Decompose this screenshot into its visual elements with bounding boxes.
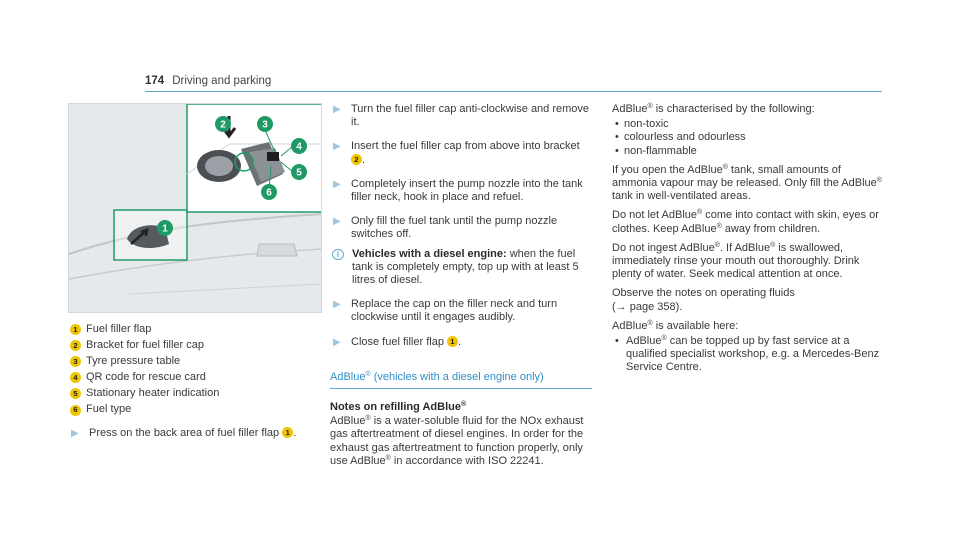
step-arrow-icon: ▶ [333,178,341,190]
list-item: • AdBlue® can be topped up by fast service at a qualified specialist workshop, e.g. a Mercedes-Benz Service Centre. [612,335,882,375]
legend-item [68,403,323,416]
legend-text: Fuel type [86,403,132,416]
callout-badge: 2 [70,340,81,351]
callout-6-icon [261,184,277,200]
legend-text: Stationary heater indication [86,387,220,400]
step-arrow-icon: ▶ [333,336,341,348]
callout-badge: 6 [70,405,81,416]
callout-4-icon [291,138,307,154]
legend-item [68,387,323,400]
step-text: Press on the back area of fuel filler flap 1 . [89,426,297,439]
callout-3-icon [257,116,273,132]
page-header [145,75,271,87]
instruction-step [330,336,592,349]
svg-text:4: 4 [296,141,302,153]
body-paragraph: AdBlue® is a water-soluble fluid for the NOx exhaust gas aftertreatment of diesel engines. In order for the exhaust gas aftertreatment to function properly, only use AdBlue® in accordance with ISO 22241. [330,415,584,467]
body-paragraph: AdBlue® is characterised by the following: [612,103,815,115]
info-note [330,248,592,288]
step-arrow-icon: ▶ [333,141,341,153]
instruction-step [330,103,592,129]
step-text: Turn the fuel filler cap anti-clockwise and remove it. [351,103,590,129]
body-paragraph: Observe the notes on operating fluids (→ page 358). [612,287,795,313]
car-illustration [69,104,322,313]
instructions-column [330,103,592,474]
section-title: Driving and parking [172,75,272,87]
step-arrow-icon: ▶ [333,299,341,311]
subsection-heading: Notes on refilling AdBlue® [330,401,467,414]
page-reference-link[interactable]: (→ page 358). [612,300,683,313]
body-paragraph: Do not ingest AdBlue®. If AdBlue® is swallowed, immediately rinse your mouth out thoroughly. Drink plenty of water. Seek medical attention at once. [612,241,860,281]
section-heading: AdBlue® (vehicles with a diesel engine only) [330,349,592,389]
fuel-filler-flap-illustration [68,103,322,313]
instruction-step [330,140,592,166]
list-item: • colourless and odourless [612,131,882,144]
step-text: Completely insert the pump nozzle into the tank filler neck, hook in place and refuel. [351,177,583,204]
legend-text: QR code for rescue card [86,371,206,384]
callout-2-icon [215,116,231,132]
body-paragraph: If you open the AdBlue® tank, small amounts of ammonia vapour may be released. Only fill the AdBlue® tank in well-ventilated areas. [612,163,882,203]
availability-list [612,335,882,375]
legend-text: Fuel filler flap [86,323,152,335]
header-divider [145,91,882,92]
callout-1-icon [157,220,173,236]
instruction-step [68,427,323,440]
figure-legend-column [68,323,323,451]
instruction-step [330,178,592,204]
svg-text:5: 5 [296,167,302,179]
svg-text:6: 6 [266,187,272,199]
legend-text: Bracket for fuel filler cap [86,339,204,352]
svg-text:2: 2 [220,119,226,131]
legend-text: Tyre pressure table [86,355,181,368]
callout-badge: 1 [70,324,81,335]
step-text: Insert the fuel filler cap from above into bracket 2 . [351,140,580,166]
step-arrow-icon: ▶ [333,216,341,228]
callout-5-icon [291,164,307,180]
svg-text:1: 1 [162,223,168,235]
instruction-step [330,298,592,324]
legend-item [68,355,323,368]
legend-item [68,339,323,352]
legend-item [68,323,323,336]
callout-badge: 4 [70,372,81,383]
property-list [612,118,882,158]
list-item: • non-toxic [612,118,882,131]
callout-badge: 3 [70,356,81,367]
note-text: Vehicles with a diesel engine: when the fuel tank is completely empty, top up with at least 5 litres of diesel. [352,247,579,287]
step-arrow-icon: ▶ [333,104,341,115]
list-item: • non-flammable [612,145,882,158]
legend-item [68,371,323,384]
body-paragraph: Do not let AdBlue® come into contact with skin, eyes or clothes. Keep AdBlue® away from children. [612,209,879,235]
body-paragraph: AdBlue® is available here: [612,319,739,332]
callout-badge: 2 [351,154,362,165]
adblue-info-column [612,103,882,381]
page-number: 174 [145,75,165,87]
step-text: Replace the cap on the filler neck and turn clockwise until it engages audibly. [351,298,558,324]
callout-badge: 1 [447,336,458,347]
svg-text:3: 3 [262,119,268,131]
instruction-step [330,215,592,241]
step-text: Close fuel filler flap 1 . [351,335,462,348]
callout-badge: 5 [70,388,81,399]
callout-badge: 1 [282,427,293,438]
step-text: Only fill the fuel tank until the pump nozzle switches off. [351,215,558,241]
step-arrow-icon: ▶ [71,427,79,439]
info-icon: i [332,249,344,260]
